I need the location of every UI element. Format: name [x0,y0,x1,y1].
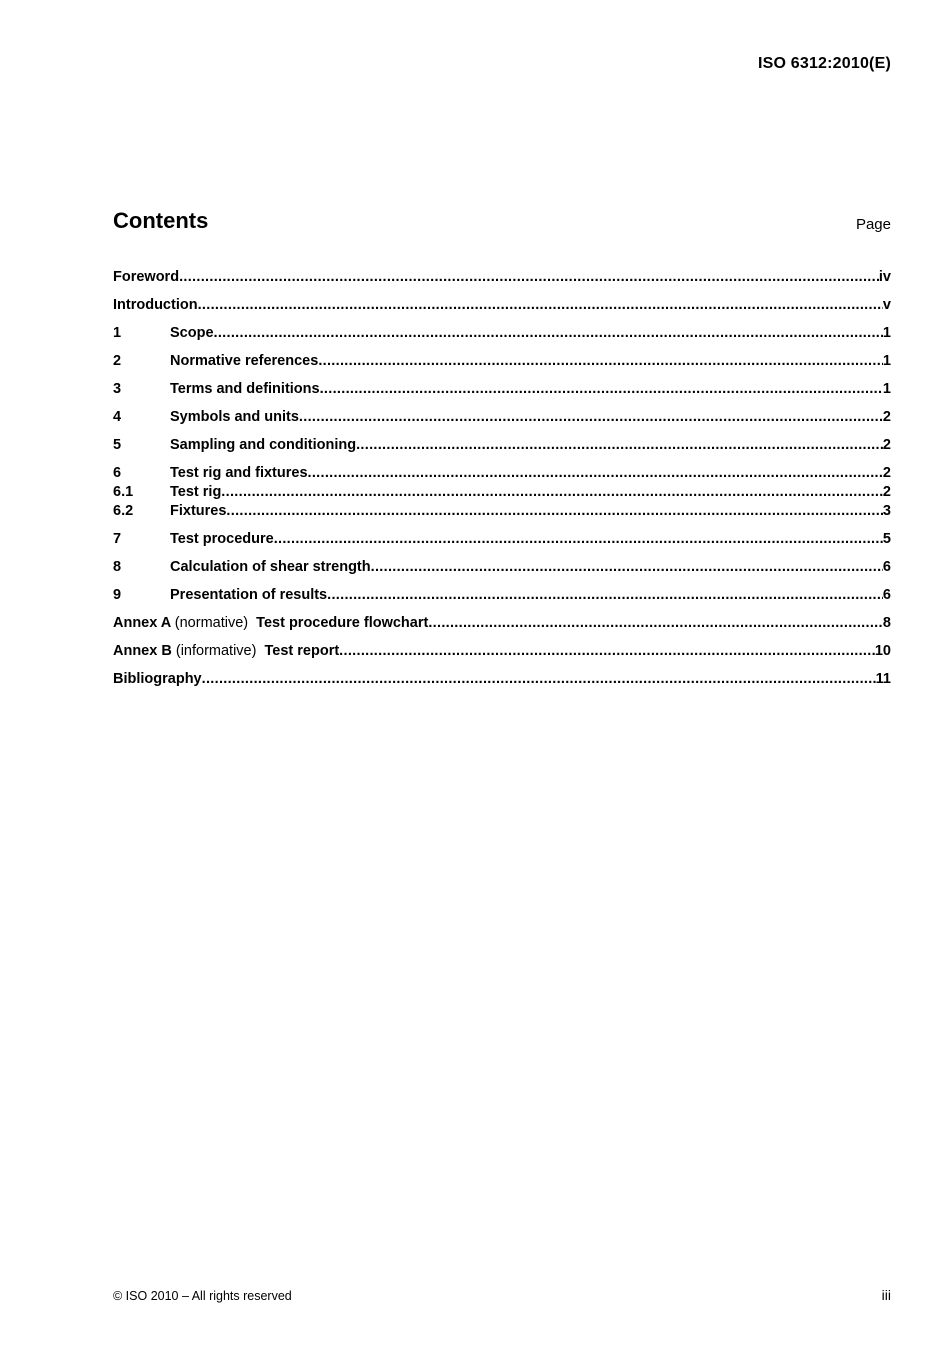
toc-entry-page: 10 [874,643,891,659]
toc-entry-title [113,296,198,315]
document-id: ISO 6312:2010(E) [757,55,891,72]
toc-leader-dots [221,483,883,502]
toc-entry-page: v [882,297,891,313]
toc-entry-page: 3 [882,503,891,519]
toc-entry-title [170,352,318,371]
footer-copyright: © ISO 2010 – All rights reserved [113,1289,292,1303]
toc-entry-page: 11 [875,671,891,687]
toc-entry-page: 5 [882,531,891,547]
toc-entry-number: 3 [113,381,122,397]
toc-entry-title [113,614,428,633]
toc-entry-label: Calculation of shear strength [170,559,371,575]
toc-entry-page: 6 [882,587,891,603]
toc-entry-subtitle: Test procedure flowchart [256,615,429,631]
toc-leader-dots [320,380,883,399]
toc-entry-title [170,380,320,399]
toc-entry-label: Symbols and units [170,409,299,425]
toc-leader-dots [308,464,883,483]
toc-leader-dots [299,408,883,427]
toc-leader-dots [226,502,883,521]
toc-title: Contents [113,208,209,233]
toc-entry-label: Terms and definitions [170,381,320,397]
toc-page-column-label: Page [855,216,891,233]
toc-entry[interactable] [113,352,891,371]
toc-entry[interactable] [113,464,891,483]
toc-entry[interactable] [113,324,891,343]
toc-entry-number: 6.1 [113,484,134,500]
toc-entry-title [170,483,221,502]
table-of-contents [113,268,891,689]
toc-leader-dots [179,268,879,287]
toc-entry[interactable] [113,380,891,399]
toc-entry-page: 2 [882,465,891,481]
toc-entry-qualifier: (informative) [175,643,257,659]
toc-leader-dots [318,352,883,371]
toc-entry-label: Annex B [113,643,172,659]
toc-entry[interactable] [113,268,891,287]
toc-entry[interactable] [113,558,891,577]
toc-entry-title [170,558,371,577]
toc-entry[interactable] [113,642,891,661]
toc-entry-label: Test procedure [170,531,274,547]
toc-leader-dots [327,586,883,605]
toc-leader-dots [428,614,883,633]
toc-entry-title [170,530,274,549]
toc-entry-title [170,586,327,605]
toc-entry-label: Normative references [170,353,319,369]
toc-entry[interactable] [113,483,891,502]
toc-entry-label: Sampling and conditioning [170,437,357,453]
toc-entry-label: Test rig and fixtures [170,465,308,481]
toc-entry-page: 1 [882,325,891,341]
toc-entry[interactable] [113,408,891,427]
toc-entry[interactable] [113,586,891,605]
toc-entry-title [170,436,356,455]
toc-entry-label: Annex A [113,615,171,631]
toc-entry-title [170,324,214,343]
toc-entry-subtitle: Test report [264,643,340,659]
toc-entry[interactable] [113,436,891,455]
toc-entry-number: 6 [113,465,122,481]
toc-leader-dots [202,670,876,689]
toc-entry-number: 7 [113,531,122,547]
toc-entry-title [170,502,226,521]
toc-entry-label: Foreword [113,269,180,285]
toc-entry-number: 2 [113,353,122,369]
toc-leader-dots [198,296,883,315]
toc-entry-number: 6.2 [113,503,134,519]
toc-entry-qualifier: (normative) [174,615,249,631]
toc-leader-dots [274,530,883,549]
toc-leader-dots [214,324,883,343]
toc-leader-dots [371,558,883,577]
toc-entry-label: Test rig [170,484,222,500]
toc-entry-label: Introduction [113,297,198,313]
toc-entry-number: 9 [113,587,122,603]
toc-entry[interactable] [113,670,891,689]
toc-entry-page: 1 [882,353,891,369]
toc-entry[interactable] [113,614,891,633]
toc-entry-label: Scope [170,325,214,341]
toc-entry-page: 8 [882,615,891,631]
toc-entry[interactable] [113,530,891,549]
toc-entry-label: Bibliography [113,671,202,687]
footer-page-number: iii [881,1287,891,1303]
toc-entry[interactable] [113,502,891,521]
toc-entry-number: 8 [113,559,122,575]
toc-header [113,208,891,238]
toc-entry-title [113,642,339,661]
toc-entry-number: 4 [113,409,122,425]
toc-entry-label: Fixtures [170,503,227,519]
toc-entry-title [170,464,308,483]
toc-entry[interactable] [113,296,891,315]
toc-leader-dots [356,436,883,455]
toc-entry-title [170,408,299,427]
toc-entry-page: iv [878,269,891,285]
toc-entry-number: 1 [113,325,122,341]
toc-entry-label: Presentation of results [170,587,328,603]
toc-entry-page: 2 [882,437,891,453]
toc-entry-page: 1 [882,381,891,397]
toc-entry-page: 2 [882,484,891,500]
toc-leader-dots [339,642,875,661]
toc-entry-page: 2 [882,409,891,425]
toc-entry-page: 6 [882,559,891,575]
toc-entry-title [113,268,179,287]
toc-entry-number: 5 [113,437,122,453]
toc-entry-title [113,670,202,689]
